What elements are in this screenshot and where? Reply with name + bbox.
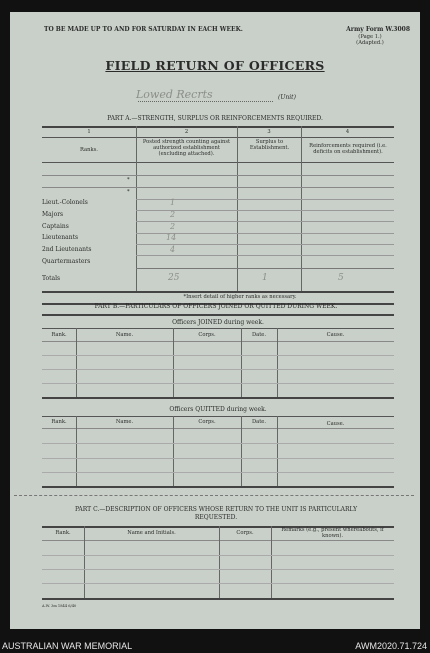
rank-2nd-lieutenants: 2nd Lieutenants: [42, 246, 92, 253]
hand-strength-majors: 2: [170, 210, 176, 219]
part-b-heading: PART B.—PARTICULARS OF OFFICERS JOINED OR QUITTED DURING WEEK.: [94, 303, 338, 310]
form-number: Army Form W.3008: [346, 26, 410, 33]
col-number-3: 3: [267, 129, 271, 135]
asterisk-row-2: *: [127, 189, 130, 195]
quitted-col-date: Date.: [251, 419, 267, 425]
quitted-heading: Officers QUITTED during week.: [169, 406, 267, 413]
asterisk-row-1: *: [127, 177, 130, 183]
col-header-surplus: Surplus to Establishment.: [249, 139, 290, 151]
col-header-ranks: Ranks.: [80, 147, 98, 153]
rank-majors: Majors: [42, 211, 64, 218]
joined-col-date: Date.: [251, 332, 267, 338]
part-c-heading-line1: PART C.—DESCRIPTION OF OFFICERS WHOSE RETURN TO THE UNIT IS PARTICULARLY: [74, 506, 358, 513]
rank-quartermasters: Quartermasters: [42, 258, 91, 265]
joined-col-name: Name.: [115, 332, 134, 338]
joined-col-rank: Rank.: [51, 332, 67, 338]
submission-notice: TO BE MADE UP TO AND FOR SATURDAY IN EACH WEEK.: [44, 26, 243, 33]
col-header-posted-strength: Posted strength counting against authorized establishment (excluding attached).: [142, 139, 231, 157]
archive-accession-number: AWM2020.71.724: [355, 641, 427, 651]
rank-lieutenants: Lieutenants: [42, 234, 79, 241]
hand-total-surplus: 1: [262, 273, 268, 283]
joined-col-corps: Corps.: [198, 332, 216, 338]
hand-strength-2nd-lieutenants: 4: [170, 245, 176, 254]
part-c-col-remarks: Remarks (e.g., present whereabouts, if known).: [281, 527, 384, 539]
rank-lieut-colonels: Lieut.-Colonels: [42, 199, 88, 206]
joined-col-cause: Cause.: [326, 332, 345, 338]
col-header-reinforcements: Reinforcements required (i.e. deficits on establishment).: [309, 143, 387, 155]
part-c-col-name: Name and Initials.: [127, 530, 176, 536]
tear-line: [14, 495, 414, 496]
print-code: A.W. 3m 1844 6/40: [42, 604, 77, 608]
part-a-footnote: *Insert detail of higher ranks as necessary.: [183, 294, 297, 300]
hand-strength-captains: 2: [170, 222, 176, 231]
hand-total-strength: 25: [168, 273, 180, 283]
joined-heading: Officers JOINED during week.: [172, 319, 264, 326]
part-c-col-corps: Corps.: [236, 530, 254, 536]
part-a-heading: PART A.—STRENGTH, SURPLUS OR REINFORCEMENTS REQUIRED.: [107, 115, 323, 122]
totals-label: Totals: [42, 275, 61, 282]
archive-footer: [0, 640, 430, 653]
col-number-2: 2: [184, 129, 189, 135]
part-c-heading-line2: REQUESTED.: [194, 514, 238, 521]
archive-name: AUSTRALIAN WAR MEMORIAL: [2, 641, 133, 651]
hand-strength-lt-col: 1: [170, 198, 176, 207]
part-c-col-rank: Rank.: [55, 530, 71, 536]
page-title: FIELD RETURN OF OFFICERS: [105, 58, 325, 73]
hand-strength-lieutenants: 14: [166, 233, 177, 242]
rank-captains: Captains: [42, 223, 69, 230]
unit-line: [138, 101, 273, 102]
unit-handwritten: Lowed Recrts: [136, 88, 213, 101]
unit-label: (Unit): [278, 94, 296, 101]
col-number-1: 1: [87, 129, 91, 135]
quitted-col-cause: Cause.: [326, 421, 345, 427]
quitted-col-name: Name.: [115, 419, 134, 425]
quitted-col-corps: Corps.: [198, 419, 216, 425]
col-number-4: 4: [345, 129, 350, 135]
hand-total-reinforcements: 5: [338, 273, 344, 283]
form-adapted: (Adapted.): [356, 40, 384, 46]
quitted-col-rank: Rank.: [51, 419, 67, 425]
document-page: [10, 12, 420, 629]
form-page: (Page 1.): [358, 34, 382, 40]
